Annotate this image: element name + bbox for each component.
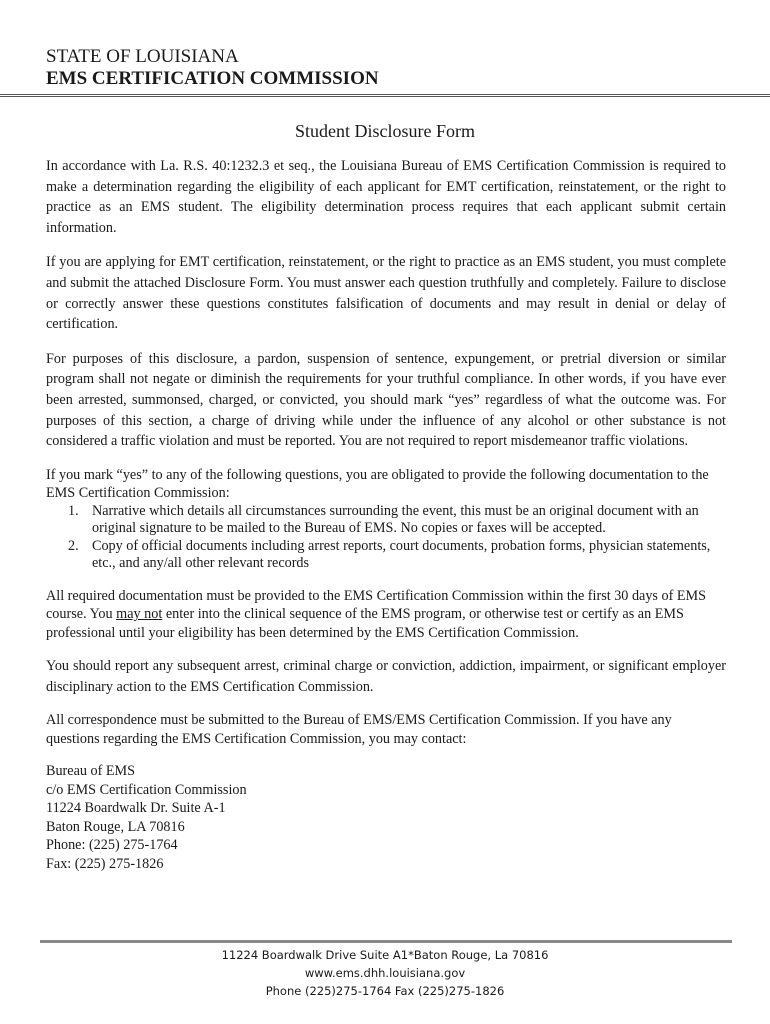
contact-phone: Phone: (225) 275-1764 bbox=[46, 837, 178, 854]
header-divider bbox=[0, 94, 770, 97]
may-not-emphasis: may not bbox=[116, 606, 163, 623]
contact-fax: Fax: (225) 275-1826 bbox=[46, 855, 164, 872]
paragraph-eligibility: In accordance with La. R.S. 40:1232.3 et seq., the Louisiana Bureau of EMS Certification Commission is required to make a determination regarding the eligibility of each applicant for EMT certification, reinstatement, or the right to practice as an EMS student. The eligibility determination process requires that each applicant submit certain information. bbox=[46, 158, 726, 236]
commission-name: EMS CERTIFICATION COMMISSION bbox=[46, 68, 379, 89]
paragraph-deadline: All required documentation must be provided to the EMS Certification Commission within the first 30 days of EMS course. You may not enter into the clinical sequence of the EMS program, or otherwise test or certify as an EMS professional until your eligibility has been determined by the EMS Certification Commission. bbox=[46, 587, 707, 641]
contact-address: Bureau of EMS c/o EMS Certification Commission 11224 Boardwalk Dr. Suite A-1 Baton Rouge, LA 70816 Phone: (225) 275-1764 Fax: (225) 275-1826 bbox=[46, 762, 726, 873]
paragraph-subsequent-report: You should report any subsequent arrest, criminal charge or conviction, addiction, impairment, or significant employer disciplinary action to the EMS Certification Commission. bbox=[46, 658, 726, 695]
paragraph-documentation-intro: If you mark “yes” to any of the following questions, you are obligated to provide the following documentation to the EMS Certification Commission: bbox=[46, 466, 709, 502]
paragraph-disclosure-requirement: If you are applying for EMT certification, reinstatement, or the right to practice as an EMS student, you must complete and submit the attached Disclosure Form. You must answer each question truthfully and completely. Failure to disclose or correctly answer these questions constitutes falsification of documents and may result in denial or delay of certification. bbox=[46, 254, 726, 333]
document-body bbox=[46, 156, 726, 873]
letterhead bbox=[46, 46, 379, 90]
list-item: 2. Copy of official documents including arrest reports, court documents, probation forms, physician statements, etc., and any/all other relevant records bbox=[68, 537, 711, 572]
footer-phone-fax: Phone (225)275-1764 Fax (225)275-1826 bbox=[265, 984, 505, 998]
paragraph-correspondence: All correspondence must be submitted to the Bureau of EMS/EMS Certification Commission. If you have any questions regarding the EMS Certification Commission, you may contact: bbox=[46, 712, 672, 747]
state-name: STATE OF LOUISIANA bbox=[46, 46, 239, 67]
footer-address: 11224 Boardwalk Drive Suite A1*Baton Rouge, La 70816 bbox=[221, 948, 549, 962]
list-item: 1. Narrative which details all circumstances surrounding the event, this must be an original document with an original signature to be mailed to the Bureau of EMS. No copies or faxes will be accepted. bbox=[68, 502, 699, 537]
paragraph-pardon: For purposes of this disclosure, a pardon, suspension of sentence, expungement, or pretrial diversion or similar program shall not negate or diminish the requirements for your truthful compliance. In other words, if you have ever been arrested, summonsed, charged, or convicted, you should mark “yes” regardless of what the outcome was. For purposes of this section, a charge of driving while under the influence of any alcohol or other substance is not considered a traffic violation and must be reported. You are not required to report misdemeanor traffic violations. bbox=[46, 350, 726, 450]
footer-divider bbox=[40, 940, 732, 943]
footer-website: www.ems.dhh.louisiana.gov bbox=[304, 966, 466, 980]
form-title: Student Disclosure Form bbox=[295, 121, 475, 141]
footer bbox=[0, 946, 770, 1000]
documentation-list bbox=[46, 503, 726, 573]
